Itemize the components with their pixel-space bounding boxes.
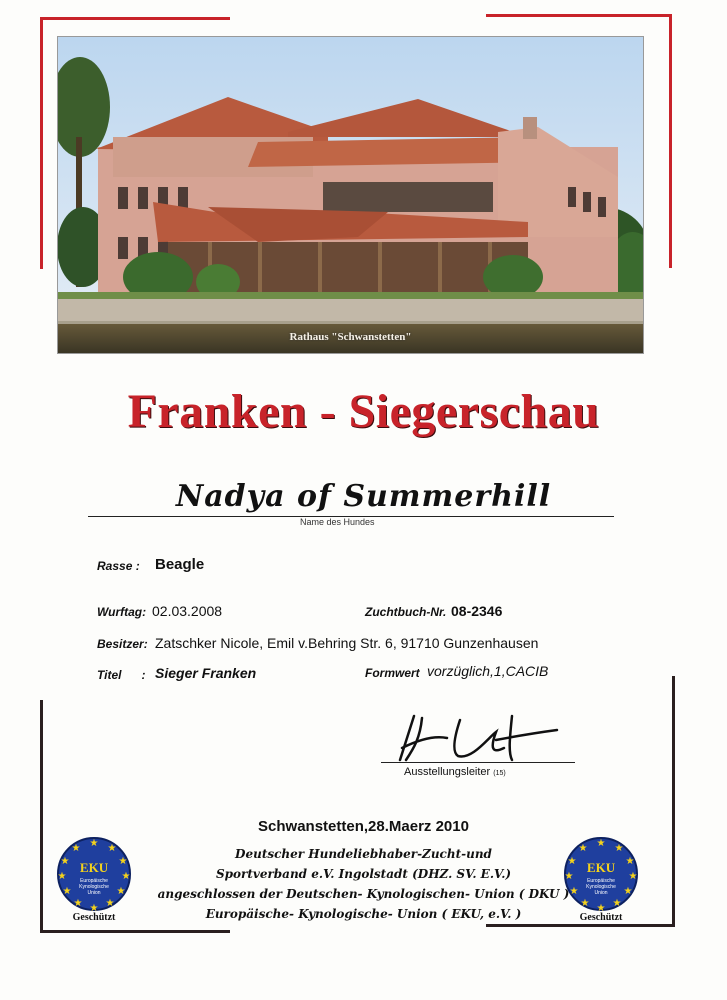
org-line-3: angeschlossen der Deutschen- Kynologischen- Union ( DKU ) [157, 887, 570, 901]
svg-text:★: ★ [567, 856, 577, 867]
svg-text:★: ★ [57, 871, 67, 882]
eku-caption: Geschützt [72, 912, 116, 923]
svg-text:★: ★ [89, 838, 99, 849]
rasse-label: Rasse : [97, 559, 140, 573]
signature-line [381, 762, 575, 763]
town-hall-photo [57, 36, 644, 354]
wurftag-label: Wurftag: [97, 605, 147, 619]
eku-emblem-icon [562, 836, 640, 914]
svg-text:★: ★ [60, 856, 70, 867]
svg-text:★: ★ [89, 903, 99, 914]
eku-text-1: Europäische [80, 878, 108, 884]
wurftag-value: 02.03.2008 [152, 603, 223, 619]
svg-text:★: ★ [121, 871, 131, 882]
svg-text:★: ★ [578, 843, 588, 854]
svg-text:★: ★ [71, 843, 81, 854]
svg-text:★: ★ [596, 903, 606, 914]
svg-text:★: ★ [116, 886, 126, 897]
eku-abbr: EKU [586, 860, 616, 875]
titel-value: Sieger Franken [155, 665, 257, 681]
eku-emblem-icon [55, 836, 133, 914]
org-line-1: Deutscher Hundeliebhaber-Zucht-und [235, 847, 492, 861]
eku-text-2: Kynologische [586, 884, 616, 890]
place-date: Schwanstetten,28.Maerz 2010 [258, 818, 469, 835]
eku-logo-left [55, 836, 133, 926]
svg-text:★: ★ [614, 843, 624, 854]
signature-label-note: (15) [493, 770, 506, 777]
eku-abbr: EKU [79, 860, 109, 875]
eku-text-3: Union [87, 890, 101, 896]
certificate-title: Franken - Siegerschau [127, 385, 600, 438]
org-line-4: Europäische- Kynologische- Union ( EKU, e.V. ) [205, 907, 522, 921]
eku-text-3: Union [594, 890, 608, 896]
titel-label: Titel : [97, 668, 146, 682]
svg-text:★: ★ [105, 898, 115, 909]
svg-text:★: ★ [612, 898, 622, 909]
svg-text:★: ★ [73, 898, 83, 909]
eku-text-2: Kynologische [79, 884, 109, 890]
photo-caption: Rathaus "Schwanstetten" [289, 331, 412, 343]
svg-text:★: ★ [118, 856, 128, 867]
besitzer-label: Besitzer: [97, 637, 148, 651]
svg-text:★: ★ [628, 871, 638, 882]
dog-name: Nadya of Summerhill [175, 479, 552, 514]
eku-text-1: Europäische [587, 878, 615, 884]
svg-text:★: ★ [564, 871, 574, 882]
signature [392, 708, 562, 766]
zuchtbuch-value: 08-2346 [451, 603, 503, 619]
svg-text:★: ★ [107, 843, 117, 854]
formwert-label: Formwert [365, 666, 420, 680]
signature-label [404, 766, 506, 778]
besitzer-value: Zatschker Nicole, Emil v.Behring Str. 6, 91710 Gunzenhausen [155, 635, 539, 651]
svg-text:★: ★ [580, 898, 590, 909]
org-line-2: Sportverband e.V. Ingolstadt (DHZ. SV. E.V.) [215, 867, 512, 881]
formwert-value: vorzüglich,1,CACIB [427, 663, 549, 679]
eku-logo-right [562, 836, 640, 926]
eku-caption: Geschützt [579, 912, 623, 923]
svg-text:★: ★ [569, 886, 579, 897]
svg-text:★: ★ [623, 886, 633, 897]
svg-text:★: ★ [62, 886, 72, 897]
dog-name-label: Name des Hundes [300, 517, 375, 527]
svg-text:★: ★ [596, 838, 606, 849]
svg-text:★: ★ [625, 856, 635, 867]
zuchtbuch-label: Zuchtbuch-Nr. [365, 605, 447, 619]
signature-label-text: Ausstellungsleiter [404, 766, 491, 778]
rasse-value: Beagle [155, 556, 205, 573]
